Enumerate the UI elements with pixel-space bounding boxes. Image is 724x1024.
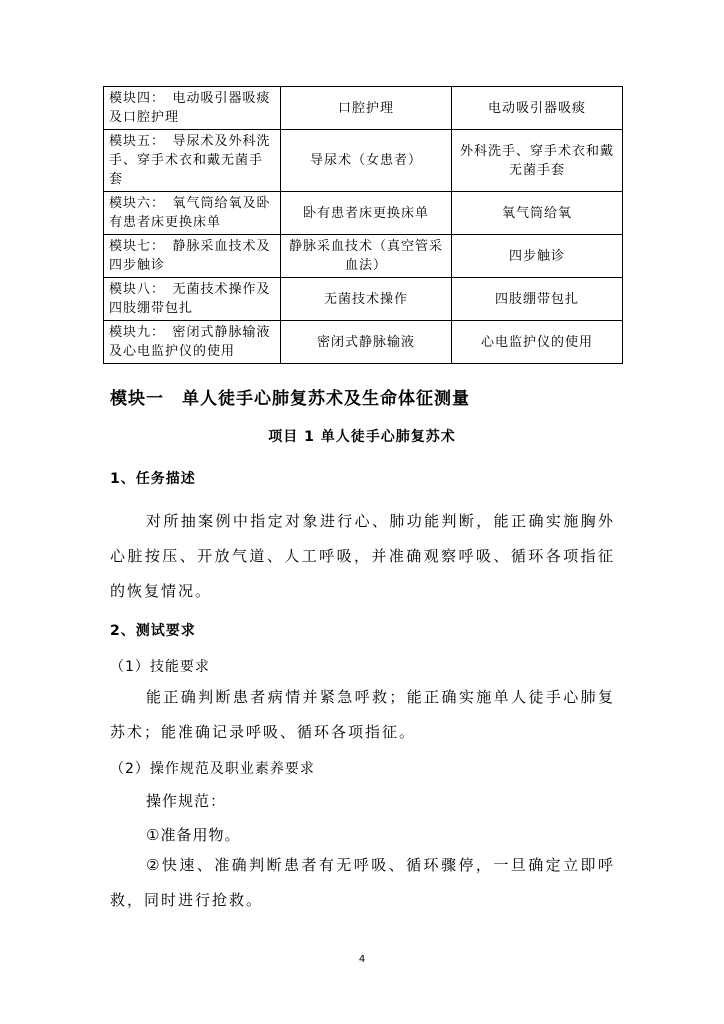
module-cell [104, 130, 281, 192]
skill-cell-2 [452, 192, 623, 235]
section-heading-requirements: 2、测试要求 [110, 623, 196, 639]
skill-cell-1-text: 口腔护理 [337, 100, 394, 116]
module-cell [104, 321, 281, 364]
skill-cell-1 [281, 278, 452, 321]
module-cell-text: 模块四： 电动吸引器吸痰及口腔护理 [109, 91, 271, 125]
skill-cell-2-text: 心电监护仪的使用 [480, 334, 593, 350]
module-table-body [104, 87, 623, 364]
module-cell-text: 模块六： 氧气筒给氧及卧有患者床更换床单 [109, 196, 271, 230]
table-row [104, 235, 623, 278]
module-cell [104, 235, 281, 278]
module-cell-text: 模块八： 无菌技术操作及四肢绷带包扎 [109, 282, 271, 316]
skill-cell-2-text: 四步触诊 [508, 248, 565, 264]
module-cell-text: 模块七： 静脉采血技术及四步触诊 [109, 239, 271, 273]
operation-standards-heading: （2）操作规范及职业素养要求 [110, 761, 315, 777]
table-row [104, 130, 623, 192]
task-description: 对所抽案例中指定对象进行心、肺功能判断，能正确实施胸外心脏按压、开放气道、人工呼吸，并准确观察呼吸、循环各项指征的恢复情况。 [110, 512, 615, 600]
skill-cell-1 [281, 87, 452, 130]
spec-label: 操作规范： [146, 792, 227, 810]
skill-requirements-text: 能正确判断患者病情并紧急呼救；能正确实施单人徒手心肺复苏术；能准确记录呼吸、循环各项指征。 [110, 688, 615, 741]
module-cell [104, 87, 281, 130]
table-row [104, 192, 623, 235]
module-cell [104, 192, 281, 235]
skill-cell-1-text: 无菌技术操作 [323, 291, 408, 307]
skill-cell-1 [281, 192, 452, 235]
skill-cell-1-text: 导尿术（女患者） [309, 153, 422, 168]
skill-cell-1 [281, 235, 452, 278]
module-table [103, 86, 623, 364]
table-row [104, 278, 623, 321]
skill-cell-1-text: 静脉采血技术（真空管采血法） [288, 239, 443, 273]
project-title: 项目 1 单人徒手心肺复苏术 [268, 429, 456, 445]
skill-cell-1-text: 密闭式静脉输液 [316, 334, 415, 350]
skill-cell-2-text: 外科洗手、穿手术衣和戴无菌手套 [459, 143, 614, 178]
skill-cell-2 [452, 87, 623, 130]
module-cell-text: 模块九： 密闭式静脉输液及心电监护仪的使用 [109, 325, 271, 359]
table-row [104, 321, 623, 364]
skill-cell-2 [452, 278, 623, 321]
module-cell-text: 模块五： 导尿术及外科洗手、穿手术衣和戴无菌手套 [109, 134, 271, 187]
section-heading-task: 1、任务描述 [110, 471, 196, 487]
spec-item-1: ①准备用物。 [146, 826, 241, 844]
skill-cell-2 [452, 235, 623, 278]
skill-cell-2 [452, 321, 623, 364]
table-row [104, 87, 623, 130]
skill-requirements-heading: （1）技能要求 [110, 659, 210, 675]
spec-item-2: ②快速、准确判断患者有无呼吸、循环骤停，一旦确定立即呼救，同时进行抢救。 [110, 856, 615, 909]
page-number: 4 [358, 954, 366, 965]
skill-cell-2 [452, 130, 623, 192]
skill-cell-1 [281, 321, 452, 364]
skill-cell-2-text: 氧气筒给氧 [501, 205, 572, 221]
skill-cell-1-text: 卧有患者床更换床单 [302, 205, 429, 221]
skill-cell-2-text: 四肢绷带包扎 [494, 291, 579, 307]
skill-cell-1 [281, 130, 452, 192]
module-title: 模块一 单人徒手心肺复苏术及生命体征测量 [110, 389, 470, 409]
module-cell [104, 278, 281, 321]
skill-cell-2-text: 电动吸引器吸痰 [487, 100, 586, 116]
